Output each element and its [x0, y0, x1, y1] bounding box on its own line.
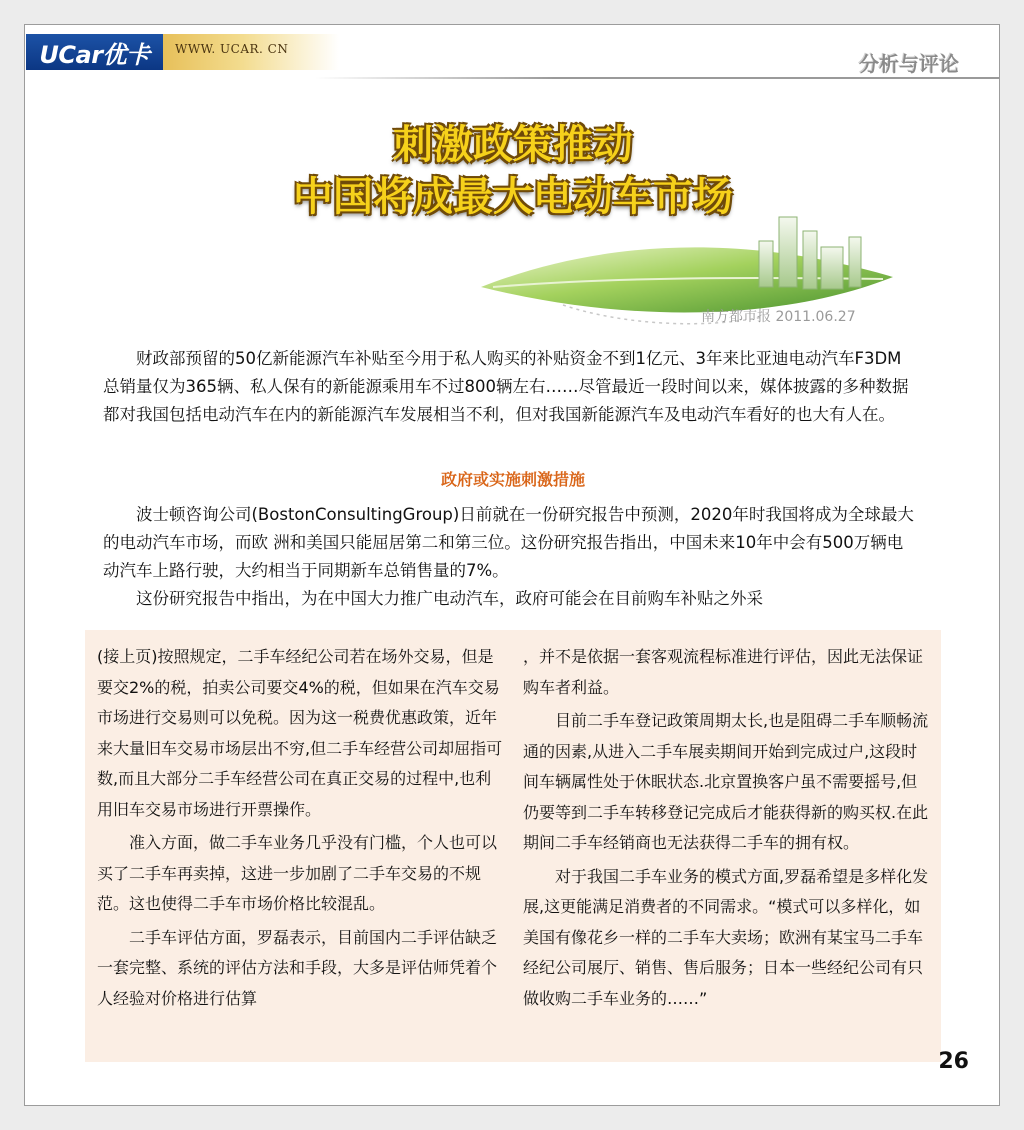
site-url: WWW. UCAR. CN: [175, 42, 289, 56]
continuation-right-p3: 对于我国二手车业务的模式方面,罗磊希望是多样化发展,这更能满足消费者的不同需求。“模式可以多样化，如美国有像花乡一样的二手车大卖场；欧洲有某宝马二手车经纪公司展厅、销售、售后服务；日本一些经纪公司有只做收购二手车业务的……”: [523, 866, 929, 1008]
page-number: 26: [938, 1049, 969, 1074]
paragraph-2: 波士顿咨询公司(BostonConsultingGroup)日前就在一份研究报告中预测，2020年时我国将成为全球最大的电动汽车市场，而欧 洲和美国只能屈居第二和第三位。这份研究报告指出，中国未来10年中会有500万辆电动汽车上路行驶，大约相当于同期新车总销售量的7%。: [103, 505, 914, 580]
continuation-left-p1: (接上页)按照规定，二手车经纪公司若在场外交易，但是要交2%的税，拍卖公司要交4%的税，但如果在汽车交易市场进行交易则可以免税。因为这一税费优惠政策，近年来大量旧车交易市场层出不穷,但二手车经营公司却屈指可数,而且大部分二手车经营公司在真正交易的过程中,也利用旧车交易市场进行开票操作。: [97, 647, 503, 819]
logo-text: UCar优卡: [39, 40, 150, 69]
article-intro: [103, 345, 915, 429]
article-subhead: 政府或实施刺激措施: [440, 470, 585, 489]
headline-line-1: 刺激政策推动: [393, 122, 633, 168]
continuation-right-column: [523, 642, 931, 1014]
document-page: [24, 24, 1000, 1106]
paragraph-3: 这份研究报告中指出，为在中国大力推广电动汽车，政府可能会在目前购车补贴之外采: [136, 589, 763, 608]
headline-line-2: 中国将成最大电动车市场: [293, 174, 733, 220]
ucar-logo: [26, 34, 163, 70]
continuation-right-p1: ，并不是依据一套客观流程标准进行评估，因此无法保证购车者利益。: [523, 647, 924, 697]
leaf-illustration: [463, 207, 903, 367]
article-source: 南方都市报 2011.06.27: [701, 309, 856, 325]
paragraph-1: 财政部预留的50亿新能源汽车补贴至今用于私人购买的补贴资金不到1亿元、3年来比亚迪电动汽车F3DM总销量仅为365辆、私人保有的新能源乘用车不过800辆左右……尽管最近一段时间以来，媒体披露的多种数据都对我国包括电动汽车在内的新能源汽车发展相当不利，但对我国新能源汽车及电动汽车看好的也大有人在。: [103, 349, 909, 424]
continuation-left-column: [97, 642, 505, 1014]
continuation-box: [85, 630, 941, 1062]
header-rule: [315, 77, 999, 79]
section-label: 分析与评论: [859, 52, 959, 76]
continuation-left-p2: 准入方面，做二手车业务几乎没有门槛，个人也可以买了二手车再卖掉，这进一步加剧了二手车交易的不规范。这也使得二手车市场价格比较混乱。: [97, 833, 498, 913]
continuation-left-p3: 二手车评估方面，罗磊表示，目前国内二手评估缺乏一套完整、系统的评估方法和手段，大多是评估师凭着个人经验对价格进行估算: [97, 927, 498, 1008]
continuation-right-p2: 目前二手车登记政策周期太长,也是阻碍二手车顺畅流通的因素,从进入二手车展卖期间开始到完成过户,这段时间车辆属性处于休眠状态.北京置换客户虽不需要摇号,但仍要等到二手车转移登记完成后才能获得新的购买权.在此期间二手车经销商也无法获得二手车的拥有权。: [523, 711, 929, 852]
article-body: [103, 501, 917, 613]
